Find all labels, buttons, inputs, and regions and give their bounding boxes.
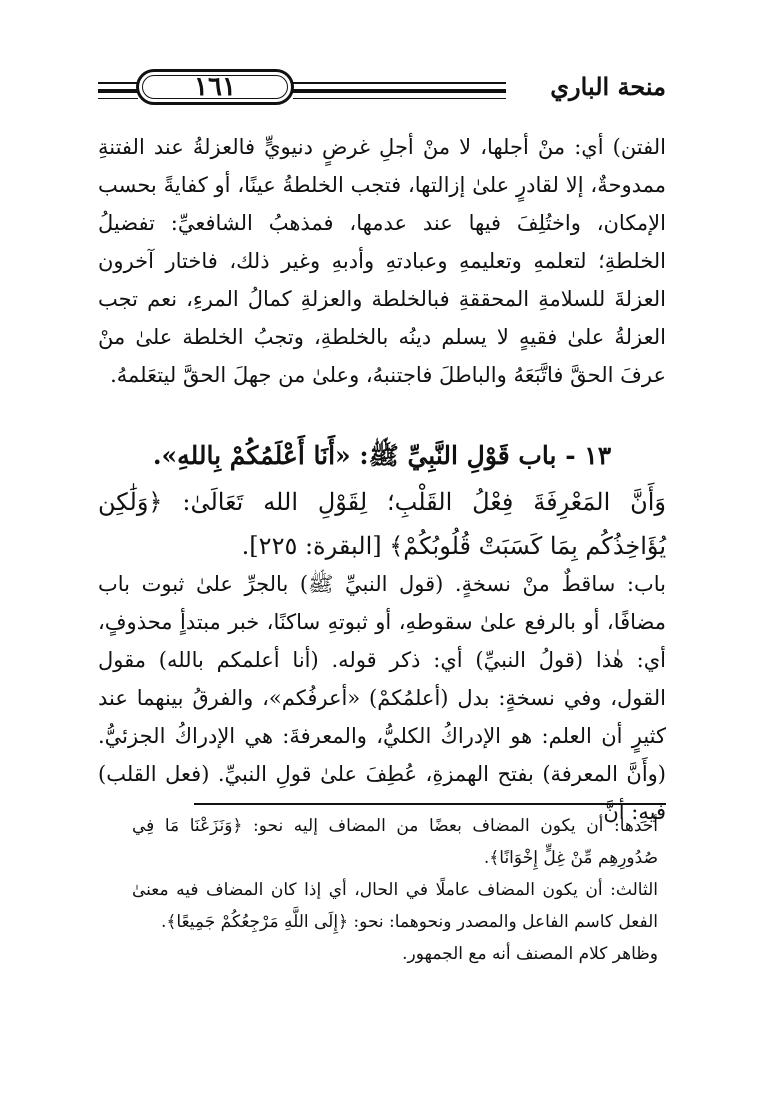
footnote-divider <box>194 803 666 805</box>
footnote-line: أحدها: أن يكون المضاف بعضًا من المضاف إليه نحو: ﴿وَنَزَعْنَا مَا فِي صُدُورِهِم مِّنْ غِلٍّ إِخْوَانًا﴾. <box>132 816 658 868</box>
book-title: منحة الباري <box>550 72 666 101</box>
header-rule <box>98 89 138 93</box>
footnote-line: وظاهر كلام المصنف أنه مع الجمهور. <box>402 944 658 964</box>
header-rule <box>98 98 138 99</box>
header-rule <box>98 82 138 84</box>
header-rule <box>293 82 506 84</box>
page-number-frame <box>136 69 294 105</box>
footnote-line: الثالث: أن يكون المضاف عاملًا في الحال، أي إذا كان المضاف فيه معنىٰ الفعل كاسم الفاعل والمصدر ونحوهما: نحو: ﴿إِلَى اللَّهِ مَرْجِعُكُمْ جَمِيعًا﴾. <box>132 880 658 932</box>
page-header <box>98 66 666 112</box>
chapter-text: وَأَنَّ المَعْرِفَةَ فِعْلُ القَلْبِ؛ لِقَوْلِ الله تَعَالَىٰ: ﴿وَلَٰكِن يُؤَاخِذُكُم بِمَا كَسَبَتْ قُلُوبُكُمْ﴾ [البقرة: ٢٢٥]. <box>98 488 666 560</box>
paragraph-commentary-2: باب: ساقطٌ منْ نسخةٍ. (قول النبيِّ ﷺ) بالجرِّ علىٰ ثبوت باب مضافًا، أو بالرفع علىٰ سقوطهِ، أو ثبوتهِ ساكنًا، خبر مبتدأٍ محذوفٍ، أي: هٰذا (قولُ النبيِّ) أي: ذكر قوله. (أنا أعلمكم بالله) مقول القول، وفي نسخةٍ: بدل (أعلمُكمْ) «أعرفُكم»، والفرقُ بينهما عند كثيرٍ أن العلم: هو الإدراكُ الكليُّ، والمعرفةَ: هي الإدراكُ الجزئيُّ. (وأَنَّ المعرفة) بفتح الهمزةِ، عُطِفَ علىٰ قولِ النبيِّ. (فعل القلب) فيهِ: أنَّ <box>98 572 666 824</box>
paragraph-commentary-1: الفتن) أي: منْ أجلها، لا منْ أجلِ غرضٍ دنيويٍّ فالعزلةُ عند الفتنةِ ممدوحةٌ، إلا لقادرٍ علىٰ إزالتها، فتجب الخلطةُ عينًا، أو كفايةً بحسب الإمكان، واختُلِفَ فيها عند عدمها، فمذهبُ الشافعيِّ: تفضيلُ الخلطةِ؛ لتعلمهِ وتعليمهِ وعبادتهِ وأدبهِ وغير ذلك، فاختار آخرون العزلةَ للسلامةِ المحققةِ فبالخلطة والعزلةِ كمالُ المرءِ، نعم تجب العزلةُ علىٰ فقيهٍ لا يسلم دينُه بالخلطةِ، وتجبُ الخلطة علىٰ منْ عرفَ الحقَّ فاتَّبَعَهُ والباطلَ فاجتنبهُ، وعلىٰ من جهلَ الحقَّ ليتعَلمهُ. <box>98 135 666 387</box>
header-rule <box>293 89 506 93</box>
chapter-heading: ١٣ - باب قَوْلِ النَّبِيِّ ﷺ: «أَنَا أَعْلَمُكُمْ بِاللهِ». <box>152 441 612 470</box>
page-number: ١٦١ <box>194 72 236 102</box>
footnotes <box>132 810 658 970</box>
header-rule <box>293 98 506 99</box>
